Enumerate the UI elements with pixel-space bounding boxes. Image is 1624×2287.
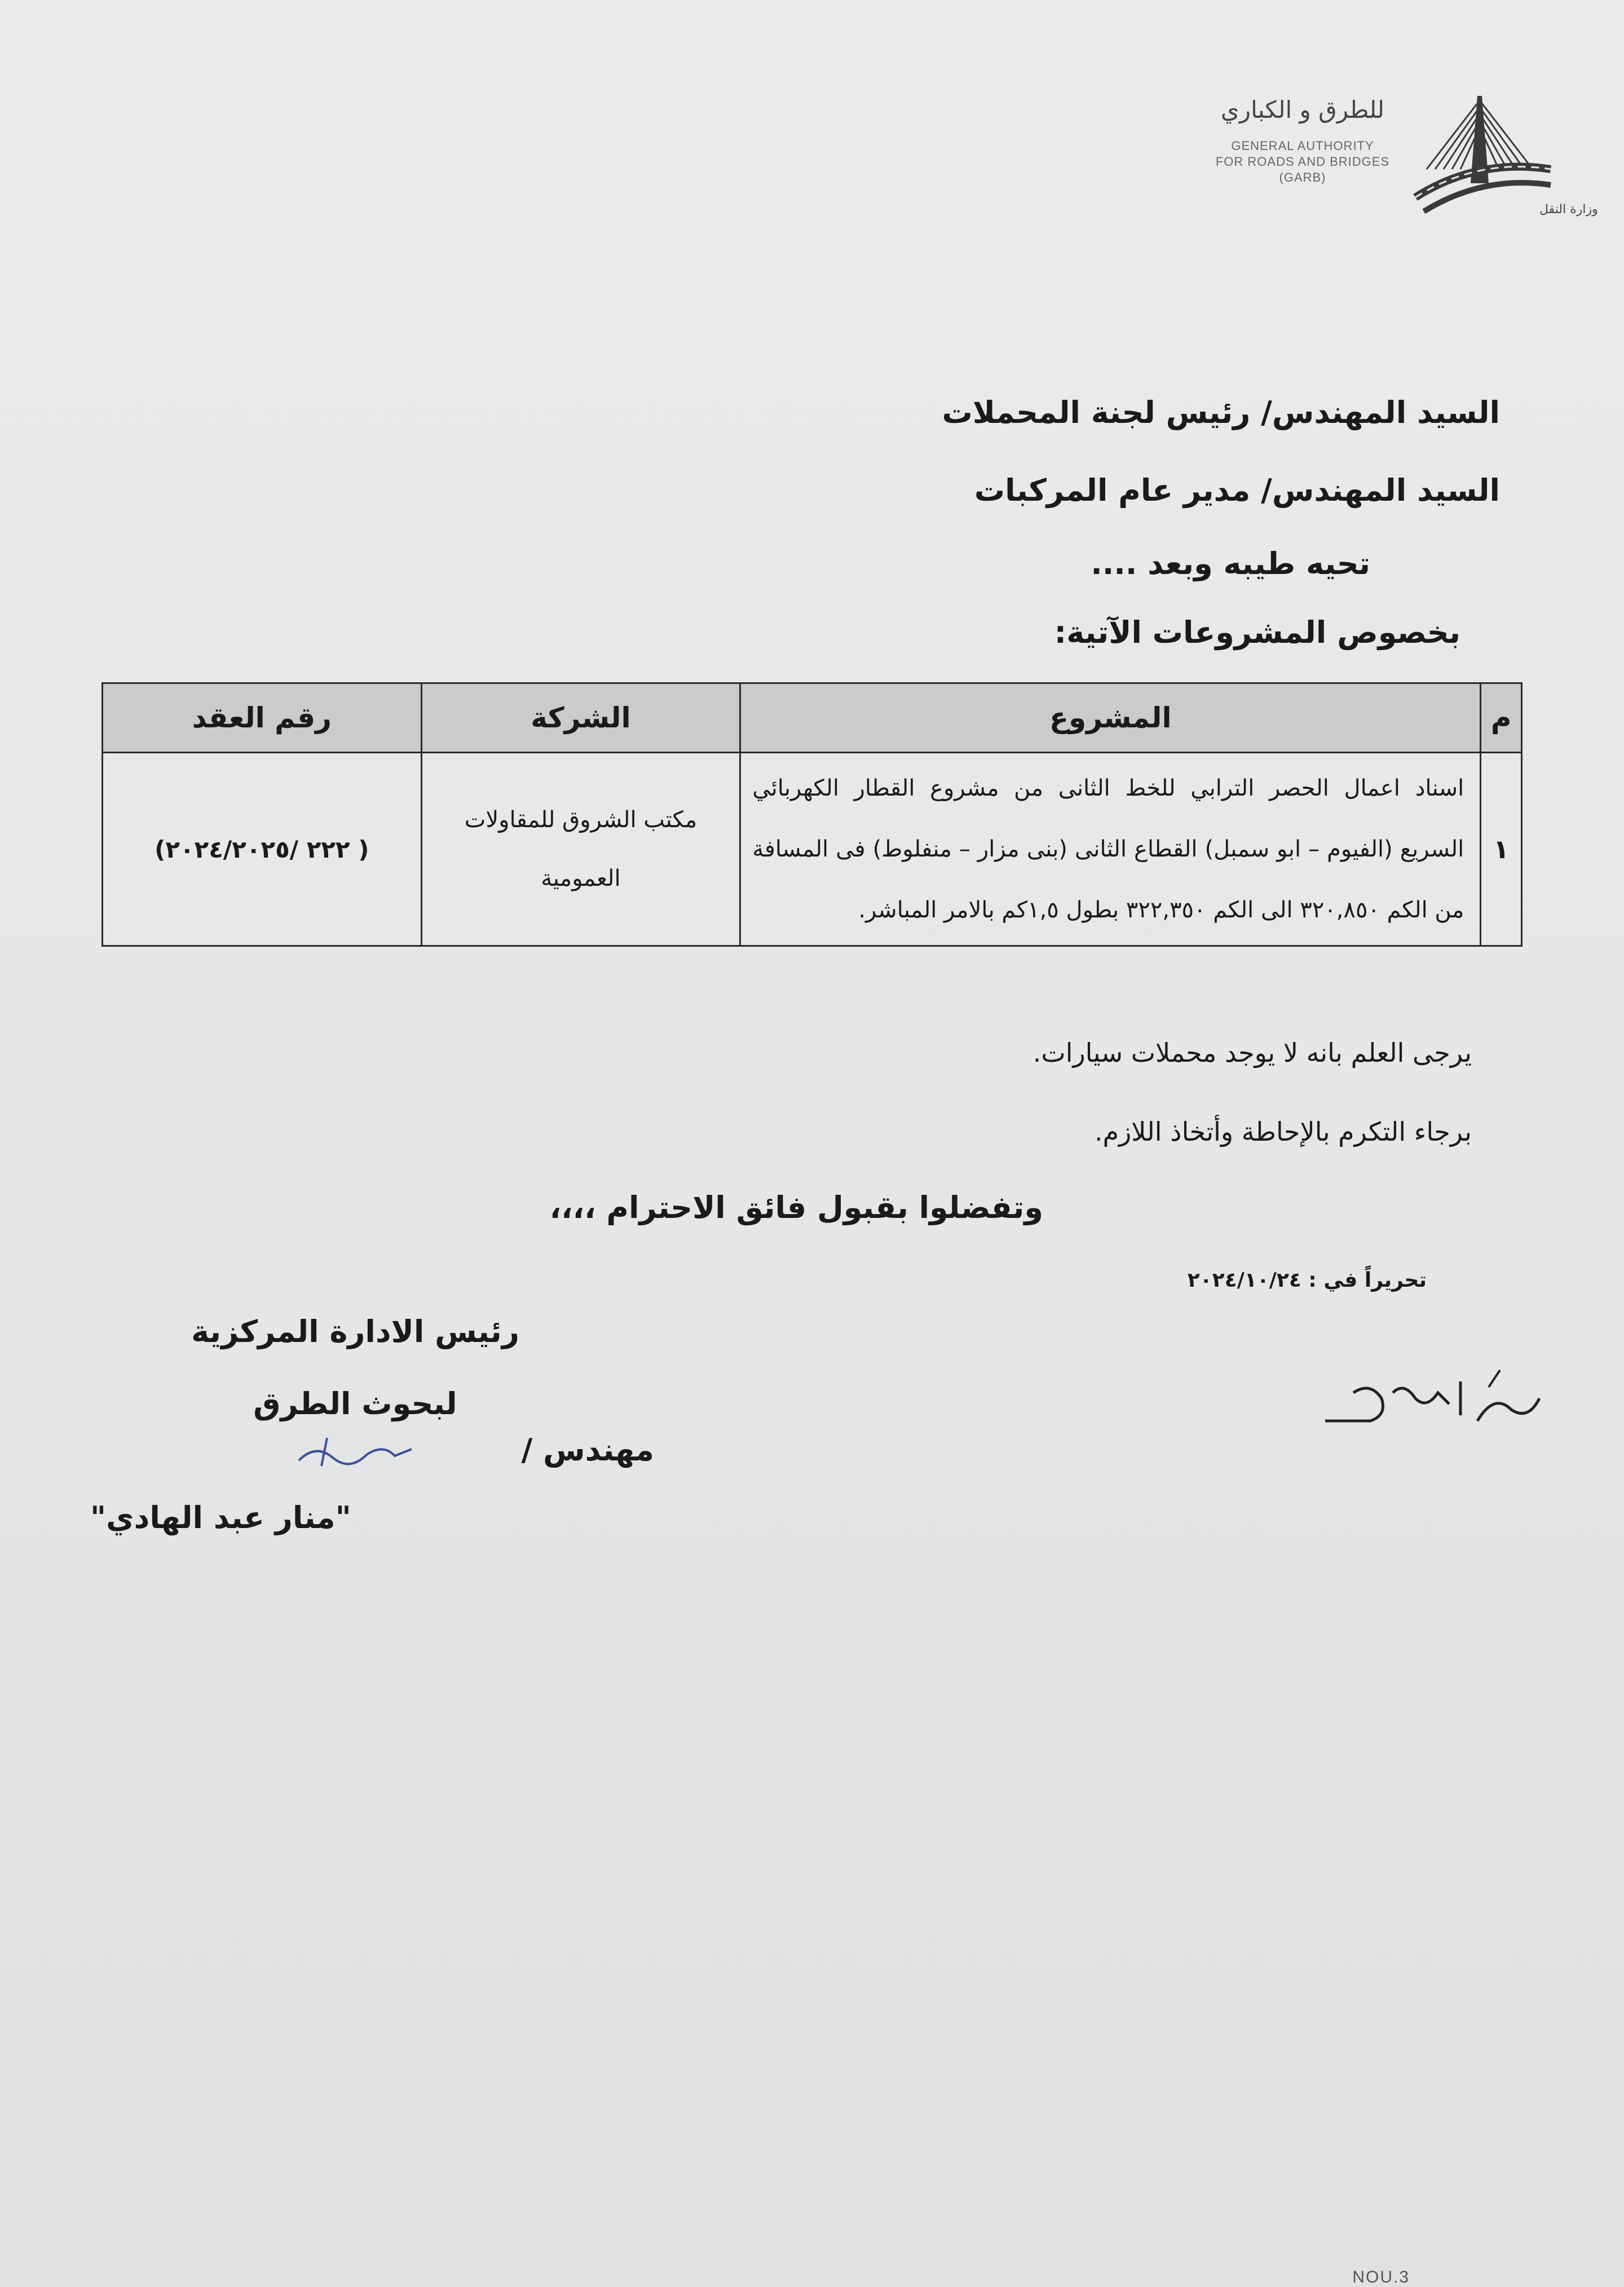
row-project: اسناد اعمال الحصر الترابي للخط الثانى من مشروع القطار الكهربائي السريع (الفيوم – ابو سمبل) القطاع الثانى (بنى مزار – منفلوط) فى المسافة من الكم ٣٢٠,٨٥٠ الى الكم ٣٢٢,٣٥٠ بطول ١,٥كم بالامر المباشر. bbox=[740, 753, 1481, 946]
handwritten-signature-small bbox=[293, 1432, 417, 1472]
addressee-line-1: السيد المهندس/ رئيس لجنة المحملات bbox=[942, 395, 1500, 430]
note-line-1: يرجى العلم بانه لا يوجد محملات سيارات. bbox=[1032, 1037, 1472, 1068]
bridge-logo-icon bbox=[1410, 85, 1598, 217]
handwritten-signature-large bbox=[1314, 1359, 1551, 1443]
signatory-name: "منار عبد الهادي" bbox=[90, 1500, 351, 1535]
row-contract: ( ٢٢٢ /٢٠٢٤/٢٠٢٥) bbox=[103, 753, 422, 946]
closing-line: وتفضلوا بقبول فائق الاحترام ،،،، bbox=[549, 1190, 1043, 1225]
subject-line: بخصوص المشروعات الآتية: bbox=[1054, 615, 1460, 650]
logo-english-line-2: FOR ROADS AND BRIDGES bbox=[1215, 154, 1390, 169]
note-line-2: برجاء التكرم بالإحاطة وأتخاذ اللازم. bbox=[1094, 1116, 1472, 1147]
logo-english-line-1: GENERAL AUTHORITY bbox=[1231, 139, 1374, 153]
logo-text bbox=[1201, 96, 1404, 186]
row-company: مكتب الشروق للمقاولات العمومية bbox=[421, 753, 740, 946]
footer-code: NOU.3 bbox=[1352, 2268, 1410, 2286]
header-contract: رقم العقد bbox=[103, 683, 422, 753]
header-company: الشركة bbox=[421, 683, 740, 753]
projects-table bbox=[102, 682, 1522, 947]
header-project: المشروع bbox=[740, 683, 1481, 753]
table-header-row bbox=[103, 683, 1522, 753]
ministry-caption: وزارة النقل bbox=[1539, 202, 1598, 217]
row-no: ١ bbox=[1481, 753, 1522, 946]
signatory-prefix: مهندس / bbox=[521, 1432, 654, 1468]
signatory-title-2: لبحوث الطرق bbox=[253, 1386, 457, 1421]
signatory-title-1: رئيس الادارة المركزية bbox=[191, 1314, 519, 1349]
table-row bbox=[103, 753, 1522, 946]
header-no: م bbox=[1481, 683, 1522, 753]
logo-arabic-name: للطرق و الكباري bbox=[1220, 96, 1385, 123]
date-line: تحريراً في : ٢٠٢٤/١٠/٢٤ bbox=[1187, 1269, 1427, 1292]
greeting: تحيه طيبه وبعد .... bbox=[1091, 546, 1370, 581]
addressee-line-2: السيد المهندس/ مدير عام المركبات bbox=[974, 473, 1500, 508]
logo-english-line-3: (GARB) bbox=[1279, 170, 1326, 184]
garb-logo bbox=[1195, 85, 1598, 220]
